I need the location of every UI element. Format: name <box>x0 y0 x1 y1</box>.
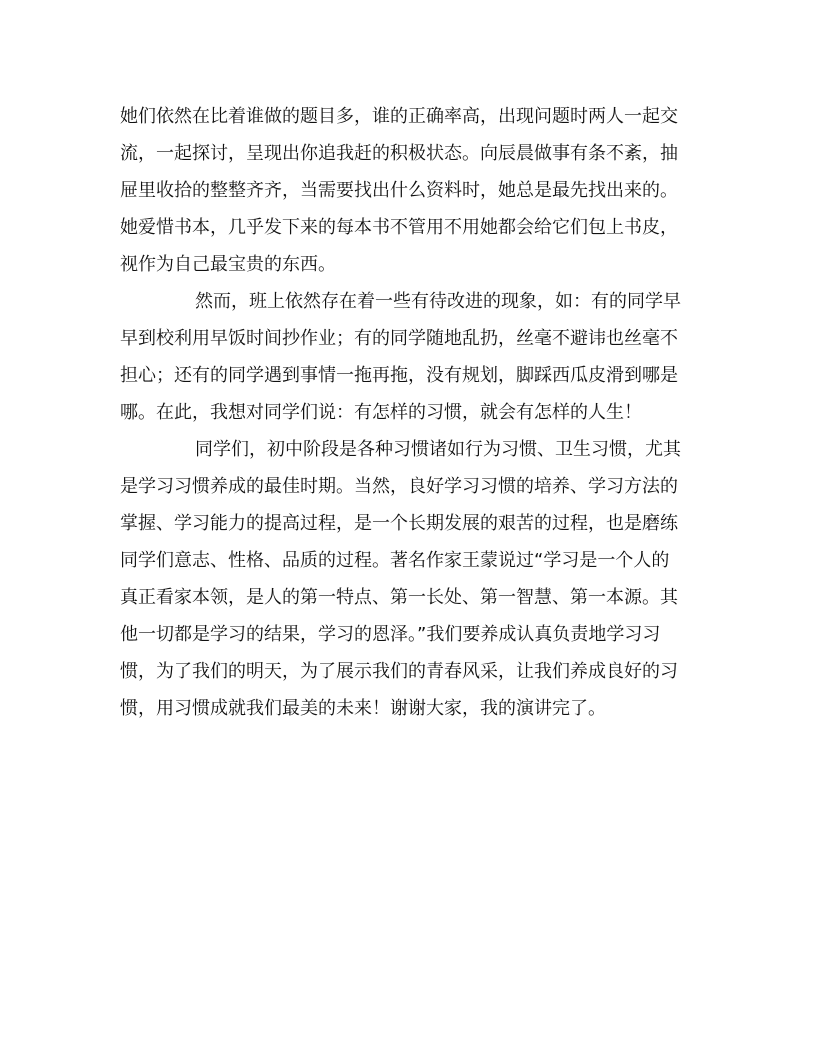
text-line: 同学们，初中阶段是各种习惯诸如行为习惯、卫生习惯，尤其 <box>195 439 681 460</box>
text-line: 真正看家本领，是人的第一特点、第一长处、第一智慧、第一本源。其 <box>120 587 678 608</box>
text-line: 他一切都是学习的结果，学习的恩泽。”我们要养成认真负责地学习习 <box>120 624 661 645</box>
text-line: 屉里收拾的整整齐齐，当需要找出什么资料时，她总是最先找出来的。 <box>120 180 678 201</box>
speech-body <box>120 98 702 727</box>
text-line: 流，一起探讨，呈现出你追我赶的积极状态。向辰晨做事有条不紊，抽 <box>120 143 678 164</box>
text-line: 惯，用习惯成就我们最美的未来！谢谢大家，我的演讲完了。 <box>120 698 606 719</box>
text-line: 她爱惜书本，几乎发下来的每本书不管用不用她都会给它们包上书皮， <box>120 217 678 238</box>
text-line: 惯，为了我们的明天，为了展示我们的青春风采，让我们养成良好的习 <box>120 661 678 682</box>
text-line: 同学们意志、性格、品质的过程。著名作家王蒙说过“学习是一个人的 <box>120 550 670 571</box>
text-line: 视作为自己最宝贵的东西。 <box>120 254 336 275</box>
text-line: 然而，班上依然存在着一些有待改进的现象，如：有的同学早 <box>195 291 681 312</box>
text-line: 她们依然在比着谁做的题目多，谁的正确率高，出现问题时两人一起交 <box>120 106 678 127</box>
text-line: 早到校利用早饭时间抄作业；有的同学随地乱扔，丝毫不避讳也丝毫不 <box>120 328 678 349</box>
text-line: 是学习习惯养成的最佳时期。当然，良好学习习惯的培养、学习方法的 <box>120 476 678 497</box>
text-line: 哪。在此，我想对同学们说：有怎样的习惯，就会有怎样的人生！ <box>120 402 642 423</box>
text-line: 掌握、学习能力的提高过程，是一个长期发展的艰苦的过程，也是磨练 <box>120 513 678 534</box>
text-line: 担心；还有的同学遇到事情一拖再拖，没有规划，脚踩西瓜皮滑到哪是 <box>120 365 678 386</box>
